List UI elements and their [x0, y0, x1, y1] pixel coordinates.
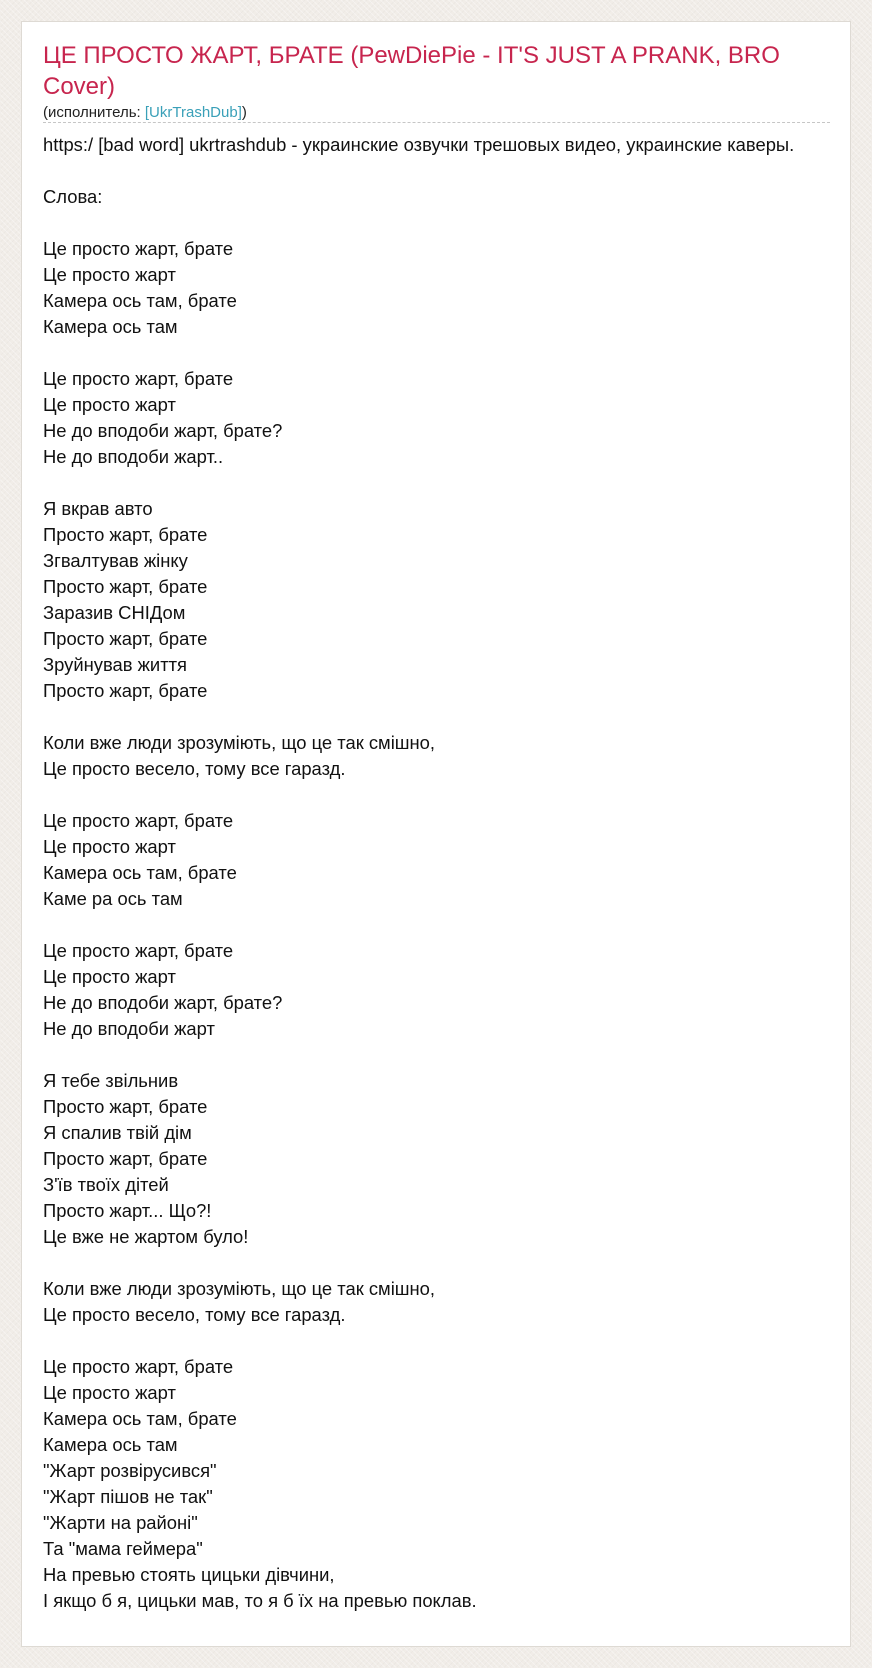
artist-prefix: (исполнитель:: [43, 104, 145, 121]
lyrics-body: [43, 132, 851, 1614]
lyrics-card: [21, 21, 851, 1647]
artist-suffix: ): [241, 104, 247, 121]
artist-line: [43, 103, 843, 123]
song-title: ЦЕ ПРОСТО ЖАРТ, БРАТЕ (PewDiePie - IT'S JUST A PRANK, BRO Cover): [43, 42, 780, 100]
artist-name: UkrTrashDub: [149, 104, 238, 121]
lyrics-text: Це просто жарт, брате Це просто жарт Камера ось там, брате Камера ось там Це просто жарт, брате Це просто жарт Не до вподоби жарт, брате? Не до вподоби жарт.. Я вкрав авто Просто жарт, брате Згвалтував жінку Просто жарт, брате Заразив СНІДом Просто жарт, брате Зруйнував життя Просто жарт, брате Коли вже люди зрозуміють, що це так смішно, Це просто весело, тому все гаразд. Це просто жарт, брате Це просто жарт Камера ось там, брате Каме ра ось там Це просто жарт, брате Це просто жарт Не до вподоби жарт, брате? Не до вподоби жарт Я тебе звільнив Просто жарт, брате Я спалив твій дім Просто жарт, брате З'їв твоїх дітей Просто жарт... Що?! Це вже не жартом було! Коли вже люди зрозуміють, що це так смішно, Це просто весело, тому все гаразд. Це просто жарт, брате Це просто жарт Камера ось там, брате Камера ось там "Жарт розвірусився" "Жарт пішов не так" "Жарти на районі" Та "мама геймера" На превью стоять цицьки дівчини, І якщо б я, цицьки мав, то я б їх на превью поклав.: [43, 238, 477, 1611]
song-header: [43, 40, 843, 123]
header-divider: [43, 122, 830, 123]
artist-link[interactable]: [145, 104, 242, 121]
artist-bracket-close: ]: [237, 104, 242, 121]
song-description: https:/ [bad word] ukrtrashdub - украинские озвучки трешовых видео, украинские каверы.: [43, 134, 795, 155]
words-label: Слова:: [43, 186, 103, 207]
artist-bracket-open: [: [144, 104, 150, 121]
